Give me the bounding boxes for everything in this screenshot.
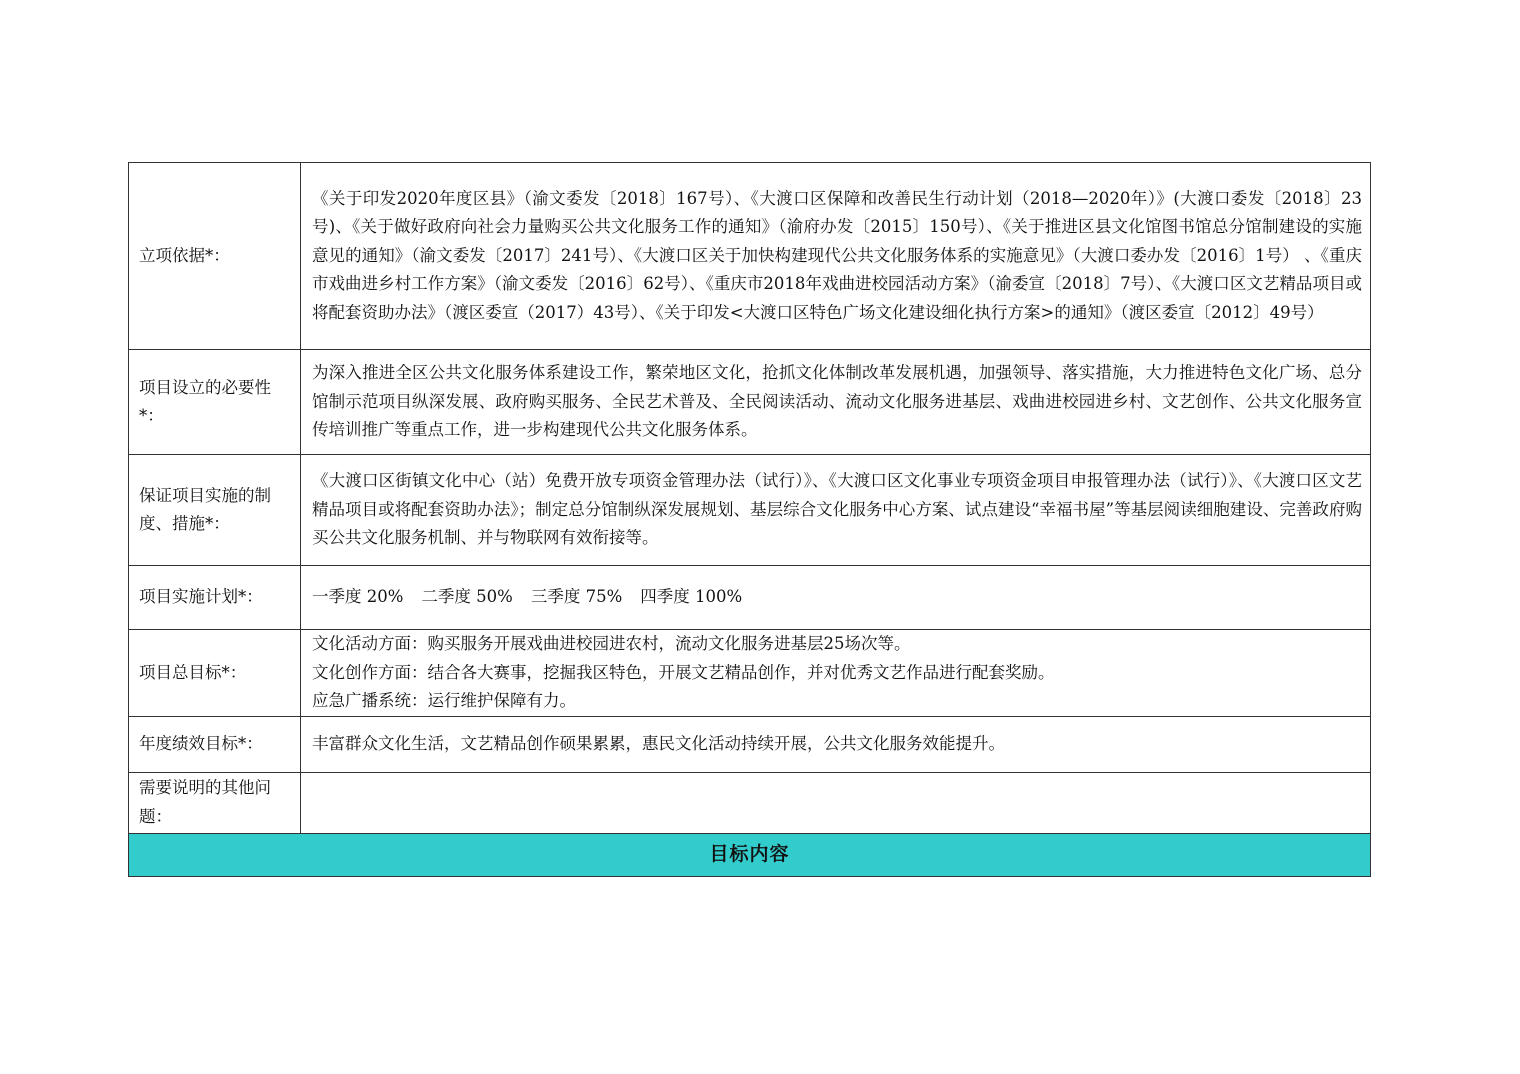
row-value: 《关于印发2020年度区县》（渝文委发〔2018〕167号）、《大渡口区保障和改善民生行动计划（2018—2020年）》(大渡口委发〔2018〕23号)、《关于做好政府向社会力量购买公共文化服务工作的通知》（渝府办发〔2015〕150号）、《关于推进区县文化馆图书馆总分馆制建设的实施意见的通知》（渝文委发〔2017〕241号）、《大渡口区关于加快构建现代公共文化服务体系的实施意见》（大渡口委办发〔2016〕1号） 、《重庆市戏曲进乡村工作方案》（渝文委发〔2016〕62号）、《重庆市2018年戏曲进校园活动方案》（渝委宣〔2018〕7号）、《大渡口区文艺精品项目或将配套资助办法》（渡区委宣（2017）43号）、《关于印发<大渡口区特色广场文化建设细化执行方案>的通知》（渡区委宣〔2012〕49号） [301,163,1371,350]
row-label: 项目总目标*： [129,630,301,717]
row-overall-goal [129,630,1371,717]
row-value: 丰富群众文化生活，文艺精品创作硕果累累，惠民文化活动持续开展，公共文化服务效能提升。 [301,716,1371,772]
row-label: 需要说明的其他问题： [129,772,301,833]
goal-line: 文化创作方面：结合各大赛事，挖掘我区特色，开展文艺精品创作，并对优秀文艺作品进行配套奖励。 [312,662,1055,682]
plan-q4: 四季度 100% [640,587,743,607]
row-label: 年度绩效目标*： [129,716,301,772]
row-value [301,772,1371,833]
plan-q3: 三季度 75% [530,587,623,607]
plan-q1: 一季度 20% [312,587,404,607]
row-plan [129,566,1371,630]
row-label: 项目设立的必要性*： [129,350,301,455]
row-measures [129,455,1371,566]
project-form [128,162,1370,877]
goal-content-banner-row [129,833,1371,876]
goal-line: 文化活动方面：购买服务开展戏曲进校园进农村，流动文化服务进基层25场次等。 [312,634,911,653]
row-value: 《大渡口区街镇文化中心（站）免费开放专项资金管理办法（试行）》、《大渡口区文化事业专项资金项目申报管理办法（试行）》、《大渡口区文艺精品项目或将配套资助办法》；制定总分馆制纵深发展规划、基层综合文化服务中心方案、试点建设“幸福书屋”等基层阅读细胞建设、完善政府购买公共文化服务机制、并与物联网有效衔接等。 [301,455,1371,566]
row-annual-goal [129,716,1371,772]
row-label: 项目实施计划*： [129,566,301,630]
goal-content-banner: 目标内容 [129,833,1371,876]
row-other-issues [129,772,1371,833]
row-label: 保证项目实施的制度、措施*： [129,455,301,566]
row-basis [129,163,1371,350]
row-value [301,630,1371,717]
row-necessity [129,350,1371,455]
row-label: 立项依据*： [129,163,301,350]
goal-line: 应急广播系统：运行维护保障有力。 [312,691,576,710]
row-value [301,566,1371,630]
plan-q2: 二季度 50% [421,587,513,607]
row-value: 为深入推进全区公共文化服务体系建设工作，繁荣地区文化，抢抓文化体制改革发展机遇，加强领导、落实措施，大力推进特色文化广场、总分馆制示范项目纵深发展、政府购买服务、全民艺术普及、全民阅读活动、流动文化服务进基层、戏曲进校园进乡村、文艺创作、公共文化服务宣传培训推广等重点工作，进一步构建现代公共文化服务体系。 [301,350,1371,455]
project-info-table [128,162,1371,877]
